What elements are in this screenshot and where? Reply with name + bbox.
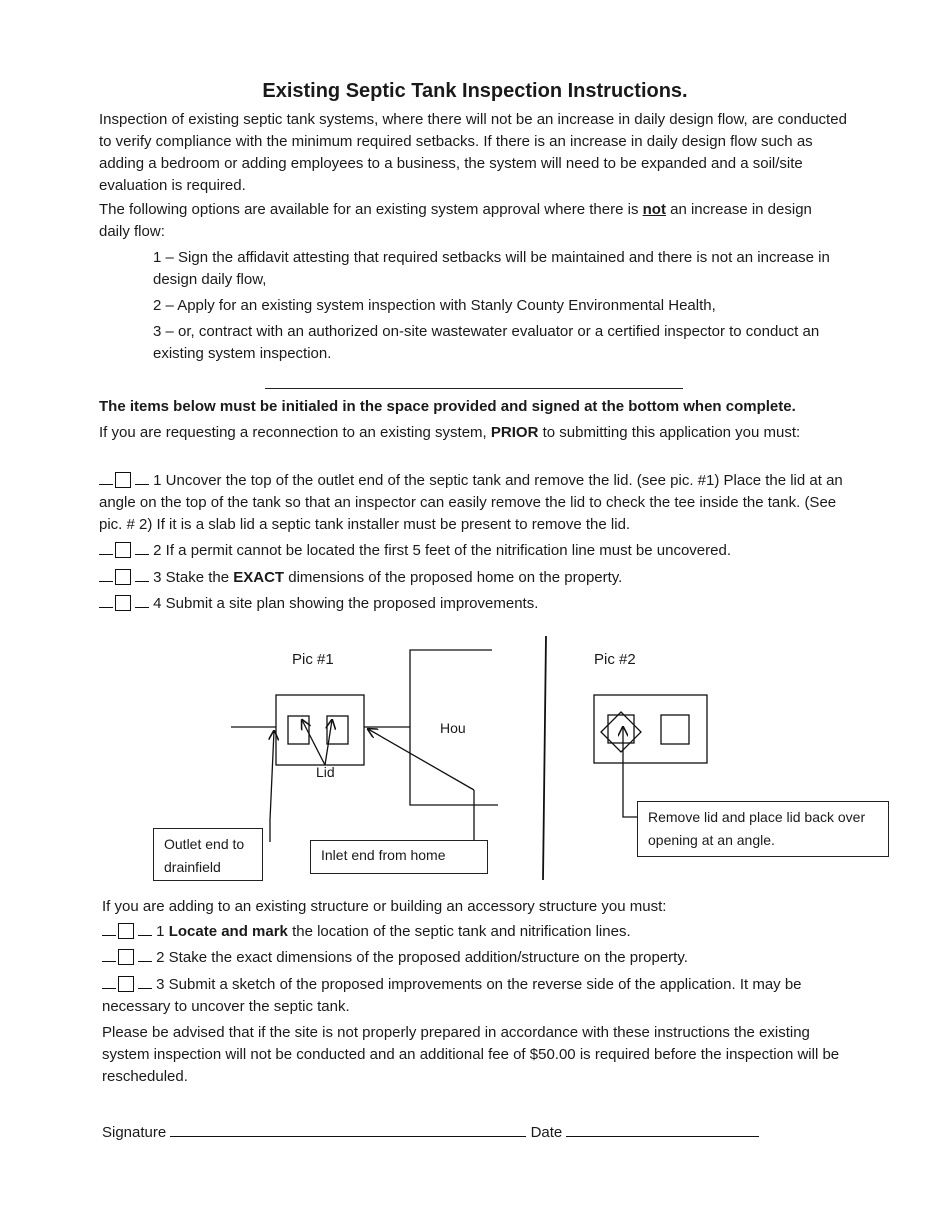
pic2-label: Pic #2 xyxy=(594,651,636,668)
options-lead-before: The following options are available for an existing system approval where there is xyxy=(99,201,639,218)
pic2-caption-leader xyxy=(623,778,637,817)
pic1-outlet-opening xyxy=(288,716,309,744)
initial-checkbox-adding-1[interactable] xyxy=(118,923,134,939)
reconnect-lead-before: If you are requesting a reconnection to an existing system, xyxy=(99,424,487,441)
adding-item-1-before: 1 xyxy=(156,923,165,940)
initial-checkbox-adding-2[interactable] xyxy=(118,949,134,965)
signature-label: Signature xyxy=(102,1124,167,1141)
options-lead-after: an increase in design daily flow: xyxy=(99,201,812,240)
document-title: Existing Septic Tank Inspection Instructions. xyxy=(262,80,688,102)
reconnect-item-3-emph: EXACT xyxy=(233,569,285,586)
lid-arrow-1 xyxy=(302,720,325,765)
inlet-arrow xyxy=(368,729,474,790)
pic1-label: Pic #1 xyxy=(292,651,334,668)
outlet-caption-box xyxy=(153,828,263,881)
pic2-outlet-opening xyxy=(608,715,634,743)
reconnect-lead-emph: PRIOR xyxy=(490,424,539,441)
pic2-caption-box xyxy=(637,801,889,857)
house-label: Hou xyxy=(440,720,466,736)
pic2-inlet-opening xyxy=(661,715,689,744)
inlet-caption: Inlet end from home xyxy=(321,847,446,863)
adding-item-2-text: 2 Stake the exact dimensions of the proposed addition/structure on the property. xyxy=(156,949,688,966)
option-1: 1 – Sign the affidavit attesting that required setbacks will be maintained and there is not an increase in design daily flow, xyxy=(153,249,830,288)
adding-item-3-text: 3 Submit a sketch of the proposed improvements on the reverse side of the application. It may be necessary to uncover the septic tank. xyxy=(102,976,802,1015)
adding-lead: If you are adding to an existing structure or building an accessory structure you must: xyxy=(102,898,667,915)
option-3: 3 – or, contract with an authorized on-site wastewater evaluator or a certified inspector to conduct an existing system inspection. xyxy=(153,323,820,362)
adding-item-3 xyxy=(102,974,852,1018)
options-lead-emph: not xyxy=(642,201,666,218)
pic2-tank-outline xyxy=(594,695,707,763)
intro-paragraph: Inspection of existing septic tank systems, where there will not be an increase in daily design flow, are conducted to verify compliance with the minimum required setbacks. If there is an increase in daily design flow such as adding a bedroom or adding employees to a business, the system will need to be expanded and a soil/site evaluation is required. xyxy=(99,111,847,194)
outlet-arrow xyxy=(270,731,274,820)
outlet-caption: Outlet end to drainfield xyxy=(164,836,245,875)
reconnect-lead-after: to submitting this application you must: xyxy=(542,424,801,441)
date-line[interactable] xyxy=(566,1120,759,1137)
signature-row xyxy=(102,1120,862,1144)
pic2-angled-lid xyxy=(601,712,641,752)
reconnect-item-3-after: dimensions of the proposed home on the property. xyxy=(288,569,623,586)
adding-item-1 xyxy=(102,921,852,943)
reconnect-item-4-text: 4 Submit a site plan showing the proposed improvements. xyxy=(153,595,539,612)
lid-label: Lid xyxy=(316,764,335,780)
signature-line[interactable] xyxy=(170,1120,526,1137)
date-label: Date xyxy=(530,1124,563,1141)
initial-checkbox-adding-3[interactable] xyxy=(118,976,134,992)
adding-item-1-after: the location of the septic tank and nitrification lines. xyxy=(292,923,631,940)
adding-item-1-emph: Locate and mark xyxy=(168,923,288,940)
reconnect-item-1-text: 1 Uncover the top of the outlet end of the septic tank and remove the lid. (see pic. #1) Place the lid at an angle on the top of the tank so that an inspector can easily remove the lid to check the tee inside the tank. (See pic. # 2) If it is a slab lid a septic tank installer must be present to remove the lid. xyxy=(99,472,843,533)
inlet-caption-box xyxy=(310,840,488,874)
reconnect-item-3-before: 3 Stake the xyxy=(153,569,230,586)
option-2: 2 – Apply for an existing system inspection with Stanly County Environmental Health, xyxy=(153,297,716,314)
lid-arrow-2 xyxy=(325,720,332,765)
advisory-paragraph: Please be advised that if the site is not properly prepared in accordance with these instructions the existing system inspection will not be conducted and an additional fee of $50.00 is required before the inspection will be rescheduled. xyxy=(102,1024,840,1085)
initial-notice: The items below must be initialed in the space provided and signed at the bottom when complete. xyxy=(99,398,796,415)
reconnect-item-2-text: 2 If a permit cannot be located the first 5 feet of the nitrification line must be uncovered. xyxy=(153,542,731,559)
adding-item-2 xyxy=(102,947,852,969)
pic-divider-line xyxy=(543,636,546,880)
pic2-caption: Remove lid and place lid back over opening at an angle. xyxy=(648,809,866,848)
